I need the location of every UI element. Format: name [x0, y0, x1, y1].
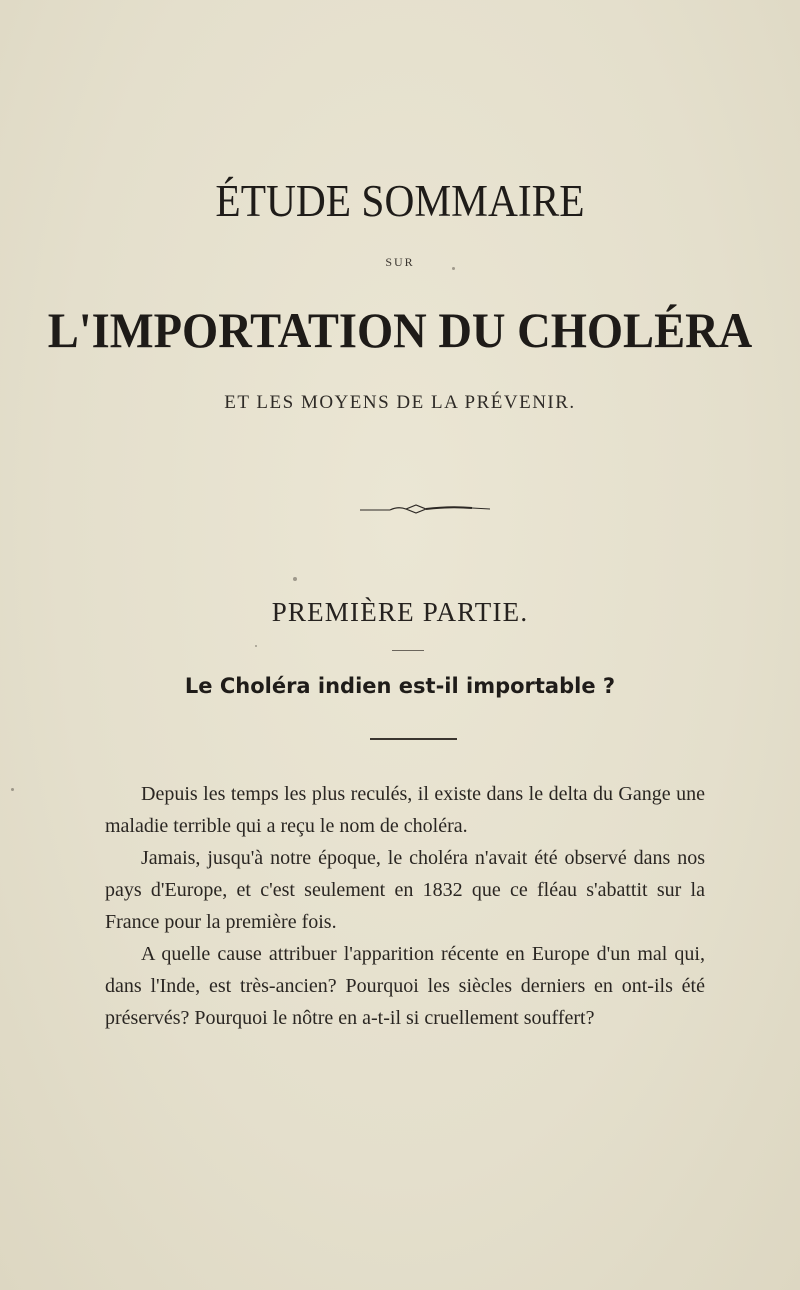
part-heading: PREMIÈRE PARTIE. — [271, 597, 529, 627]
title-line-1: ÉTUDE SOMMAIRE — [215, 176, 585, 226]
subtitle: ET LES MOYENS DE LA PRÉVENIR. — [224, 392, 576, 413]
question-heading: Le Choléra indien est-il importable ? — [184, 674, 616, 698]
title-connector: SUR — [385, 255, 415, 269]
title-line-2: L'IMPORTATION DU CHOLÉRA — [47, 302, 753, 358]
paper-speck — [11, 788, 14, 791]
paragraph: Depuis les temps les plus reculés, il existe dans le delta du Gange une maladie terrible qui a reçu le nom de choléra. — [105, 783, 705, 837]
paper-speck — [452, 267, 455, 270]
paragraph: Jamais, jusqu'à notre époque, le choléra n'avait été observé dans nos pays d'Europe, et c'est seulement en 1832 que ce fléau s'abattit sur la France pour la première fois. — [105, 847, 705, 933]
section-rule — [370, 738, 457, 740]
body-text — [105, 778, 705, 1034]
short-divider — [392, 650, 424, 651]
paper-speck — [255, 645, 257, 647]
paragraph: A quelle cause attribuer l'apparition récente en Europe d'un mal qui, dans l'Inde, est très-ancien? Pourquoi les siècles derniers en ont-ils été préservés? Pourquoi le nôtre en a-t-il si cruellement souffert? — [105, 943, 705, 1029]
paper-speck — [293, 577, 297, 581]
ornament-divider-icon — [360, 503, 490, 515]
